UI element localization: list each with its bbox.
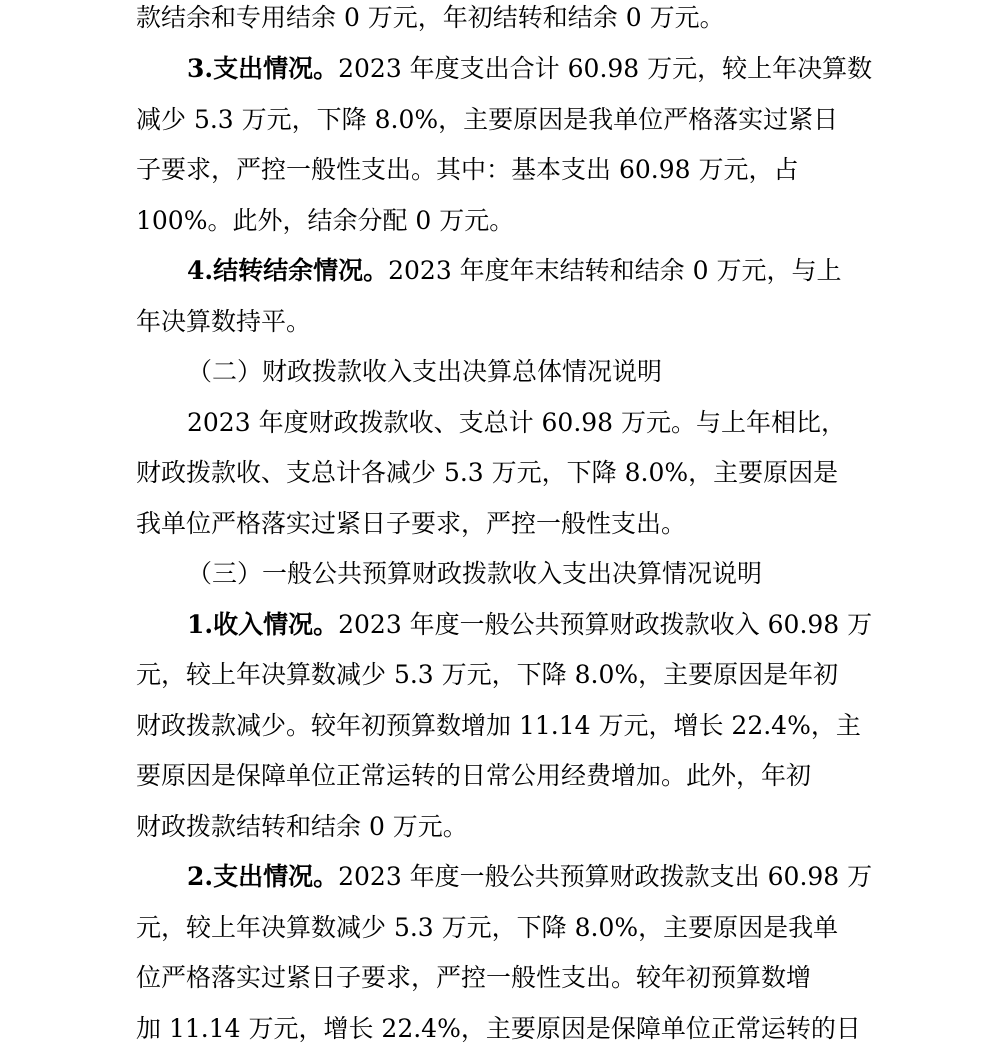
- text-line: [136, 711, 861, 741]
- text-line: [136, 913, 838, 943]
- heading-paragraph-line: [187, 862, 872, 892]
- body-text: 财政拨款收、支总计各减少 5.3 万元，下降 8.0%，主要原因是: [136, 458, 839, 487]
- body-text: 财政拨款减少。较年初预算数增加 11.14 万元，增长 22.4%，主: [136, 711, 861, 740]
- body-text: 加 11.14 万元，增长 22.4%，主要原因是保障单位正常运转的日: [136, 1014, 861, 1043]
- text-line: [136, 509, 686, 539]
- bold-lead-text: 2.支出情况。: [187, 862, 339, 891]
- text-line: [136, 812, 468, 842]
- bold-lead-text: 1.收入情况。: [187, 610, 339, 639]
- body-text: （二）财政拨款收入支出决算总体情况说明: [187, 357, 663, 386]
- text-line: [136, 761, 811, 791]
- text-line: [136, 307, 311, 337]
- text-line: [136, 3, 725, 33]
- body-text: 2023 年度支出合计 60.98 万元，较上年决算数: [338, 54, 873, 83]
- body-text: 2023 年度财政拨款收、支总计 60.98 万元。与上年相比，: [187, 408, 847, 437]
- section-heading: [187, 559, 762, 589]
- body-text: 2023 年度年末结转和结余 0 万元，与上: [388, 256, 842, 285]
- text-line: [136, 105, 838, 135]
- heading-paragraph-line: [187, 54, 872, 84]
- body-text: 元，较上年决算数减少 5.3 万元，下降 8.0%，主要原因是我单: [136, 913, 839, 942]
- body-text: 要原因是保障单位正常运转的日常公用经费增加。此外，年初: [136, 761, 812, 790]
- body-text: 位严格落实过紧日子要求，严控一般性支出。较年初预算数增: [136, 963, 812, 992]
- body-text: 2023 年度一般公共预算财政拨款收入 60.98 万: [338, 610, 873, 639]
- body-text: 2023 年度一般公共预算财政拨款支出 60.98 万: [338, 862, 873, 891]
- body-text: 年决算数持平。: [136, 307, 312, 336]
- body-text: 元，较上年决算数减少 5.3 万元，下降 8.0%，主要原因是年初: [136, 660, 839, 689]
- text-line: [136, 155, 798, 185]
- text-line: [136, 206, 514, 236]
- heading-paragraph-line: [187, 610, 872, 640]
- body-text: 我单位严格落实过紧日子要求，严控一般性支出。: [136, 509, 687, 538]
- body-text: 100%。此外，结余分配 0 万元。: [136, 206, 515, 235]
- bold-lead-text: 4.结转结余情况。: [187, 256, 389, 285]
- body-text: 子要求，严控一般性支出。其中：基本支出 60.98 万元，占: [136, 155, 799, 184]
- body-text: （三）一般公共预算财政拨款收入支出决算情况说明: [187, 559, 763, 588]
- text-line: [136, 1014, 861, 1044]
- bold-lead-text: 3.支出情况。: [187, 54, 339, 83]
- body-text: 款结余和专用结余 0 万元，年初结转和结余 0 万元。: [136, 3, 725, 32]
- text-line: [136, 458, 838, 488]
- body-text: 财政拨款结转和结余 0 万元。: [136, 812, 468, 841]
- text-line: [136, 963, 811, 993]
- text-line: [187, 408, 846, 438]
- heading-paragraph-line: [187, 256, 841, 286]
- section-heading: [187, 357, 662, 387]
- text-line: [136, 660, 838, 690]
- body-text: 减少 5.3 万元，下降 8.0%，主要原因是我单位严格落实过紧日: [136, 105, 839, 134]
